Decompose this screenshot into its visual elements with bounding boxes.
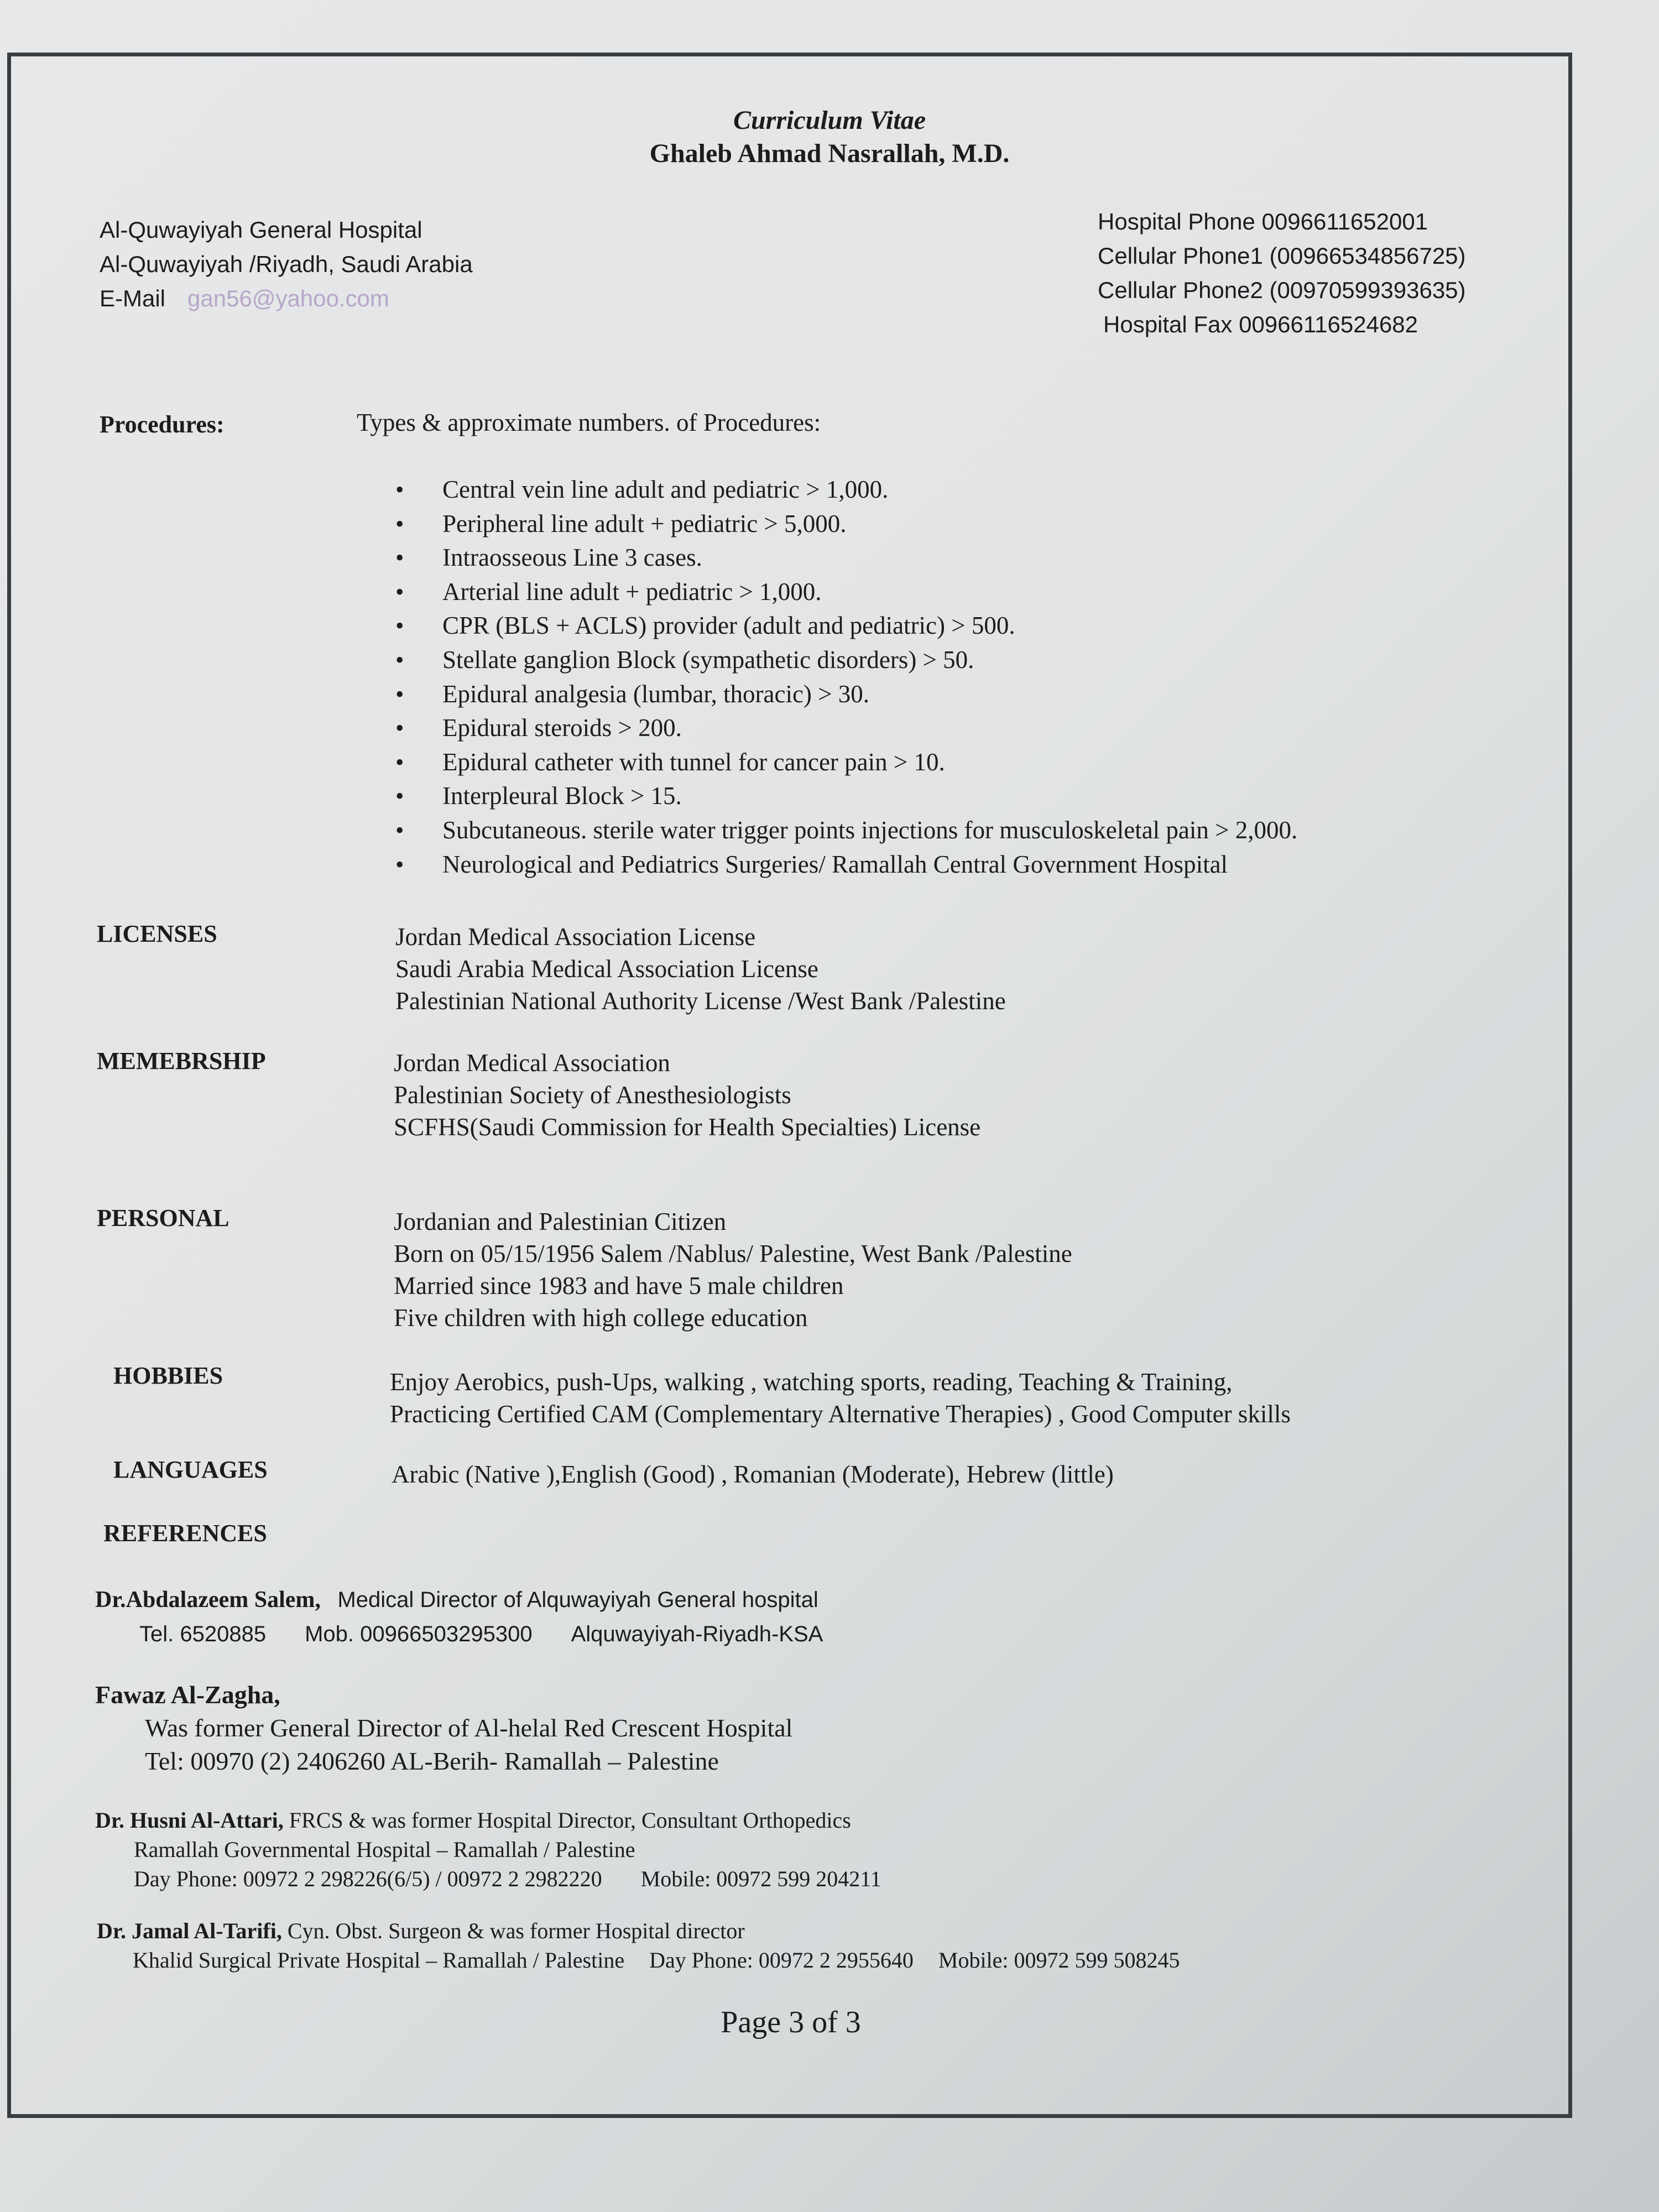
personal-item: Five children with high college education	[394, 1304, 808, 1332]
reference-line: Ramallah Governmental Hospital – Ramallah / Palestine	[134, 1837, 635, 1862]
personal-item: Born on 05/15/1956 Salem /Nablus/ Palestine, West Bank /Palestine	[394, 1240, 1072, 1267]
hospital-name: Al-Quwayiyah General Hospital	[100, 217, 422, 243]
membership-item: Palestinian Society of Anesthesiologists	[394, 1081, 791, 1109]
reference-4	[97, 1916, 1180, 1975]
membership-list	[394, 1047, 980, 1143]
personal-label: PERSONAL	[97, 1204, 229, 1232]
reference-line: Tel: 00970 (2) 2406260 AL-Berih- Ramallah – Palestine	[145, 1747, 719, 1775]
reference-name: Dr. Husni Al-Attari,	[95, 1808, 284, 1833]
hobbies-line: Practicing Certified CAM (Complementary Alternative Therapies) , Good Computer skills	[390, 1400, 1291, 1428]
list-item: • Neurological and Pediatrics Surgeries/ Ramallah Central Government Hospital	[395, 848, 1297, 882]
licenses-label: LICENSES	[97, 920, 217, 947]
personal-item: Married since 1983 and have 5 male children	[394, 1272, 844, 1300]
list-item: • CPR (BLS + ACLS) provider (adult and pediatric) > 500.	[395, 609, 1297, 643]
list-item: • Interpleural Block > 15.	[395, 779, 1297, 813]
email-row	[100, 281, 473, 316]
reference-mob: Mob. 00966503295300	[305, 1622, 533, 1646]
reference-name: Dr.Abdalazeem Salem,	[95, 1587, 321, 1613]
license-item: Saudi Arabia Medical Association License	[395, 955, 818, 983]
license-item: Palestinian National Authority License /West Bank /Palestine	[395, 987, 1006, 1015]
membership-item: Jordan Medical Association	[394, 1049, 670, 1077]
references-label: REFERENCES	[103, 1520, 267, 1547]
list-item: • Epidural catheter with tunnel for cancer pain > 10.	[395, 745, 1297, 780]
languages-text: Arabic (Native ),English (Good) , Romanian (Moderate), Hebrew (little)	[392, 1460, 1114, 1488]
languages-label: LANGUAGES	[113, 1456, 268, 1483]
personal-list	[394, 1206, 1072, 1334]
contact-phones	[1098, 205, 1466, 342]
reference-day-phone: Day Phone: 00972 2 2955640	[649, 1948, 914, 1973]
list-item: • Epidural analgesia (lumbar, thoracic) > 30.	[395, 677, 1297, 712]
reference-location: Alquwayiyah-Riyadh-KSA	[571, 1622, 823, 1646]
hospital-fax: Hospital Fax 00966116524682	[1103, 311, 1418, 337]
hospital-location: Al-Quwayiyah /Riyadh, Saudi Arabia	[100, 251, 473, 277]
list-item: • Intraosseous Line 3 cases.	[395, 541, 1297, 575]
reference-tel: Tel. 6520885	[139, 1622, 267, 1646]
contact-address	[100, 213, 473, 316]
email-link[interactable]: gan56@yahoo.com	[187, 285, 389, 311]
reference-mobile: Mobile: 00972 599 204211	[640, 1866, 881, 1891]
page-number: Page 3 of 3	[721, 2005, 861, 2039]
reference-mobile: Mobile: 00972 599 508245	[938, 1948, 1180, 1973]
reference-1	[95, 1583, 823, 1651]
cellular-phone-2: Cellular Phone2 (00970599393635)	[1098, 277, 1466, 303]
procedures-intro: Types & approximate numbers. of Procedures:	[357, 409, 821, 436]
list-item: • Central vein line adult and pediatric > 1,000.	[395, 473, 1297, 507]
reference-line: Khalid Surgical Private Hospital – Ramallah / Palestine	[133, 1948, 625, 1973]
membership-item: SCFHS(Saudi Commission for Health Specialties) License	[394, 1113, 981, 1141]
list-item: • Subcutaneous. sterile water trigger points injections for musculoskeletal pain > 2,000.	[395, 813, 1297, 848]
list-item: • Arterial line adult + pediatric > 1,000.	[395, 575, 1297, 609]
reference-2	[95, 1678, 792, 1778]
reference-role: Cyn. Obst. Surgeon & was former Hospital director	[287, 1918, 745, 1943]
reference-day-phone: Day Phone: 00972 2 298226(6/5) / 00972 2 2982220	[134, 1866, 602, 1891]
license-item: Jordan Medical Association License	[395, 923, 756, 951]
hobbies-label: HOBBIES	[113, 1362, 223, 1389]
email-label: E-Mail	[100, 285, 166, 311]
membership-label: MEMEBRSHIP	[97, 1047, 266, 1074]
cv-name: Ghaleb Ahmad Nasrallah, M.D.	[649, 139, 1010, 168]
procedures-label: Procedures:	[100, 411, 225, 438]
list-item: • Stellate ganglion Block (sympathetic disorders) > 50.	[395, 643, 1297, 677]
personal-item: Jordanian and Palestinian Citizen	[394, 1208, 727, 1235]
cv-title: Curriculum Vitae	[733, 106, 926, 135]
reference-role: Medical Director of Alquwayiyah General hospital	[337, 1588, 818, 1612]
reference-3	[95, 1806, 881, 1893]
reference-role: FRCS & was former Hospital Director, Consultant Orthopedics	[289, 1808, 851, 1833]
hobbies-line: Enjoy Aerobics, push-Ups, walking , watching sports, reading, Teaching & Training,	[390, 1368, 1233, 1396]
reference-name: Dr. Jamal Al-Tarifi,	[97, 1918, 282, 1943]
cellular-phone-1: Cellular Phone1 (00966534856725)	[1098, 243, 1466, 269]
list-item: • Peripheral line adult + pediatric > 5,000.	[395, 507, 1297, 541]
licenses-list	[395, 921, 1006, 1017]
hospital-phone: Hospital Phone 0096611652001	[1098, 208, 1428, 234]
hobbies-list	[390, 1366, 1291, 1430]
list-item: • Epidural steroids > 200.	[395, 711, 1297, 745]
reference-name: Fawaz Al-Zagha,	[95, 1681, 280, 1709]
reference-line: Was former General Director of Al-helal Red Crescent Hospital	[145, 1714, 793, 1742]
procedures-list	[395, 473, 1297, 881]
